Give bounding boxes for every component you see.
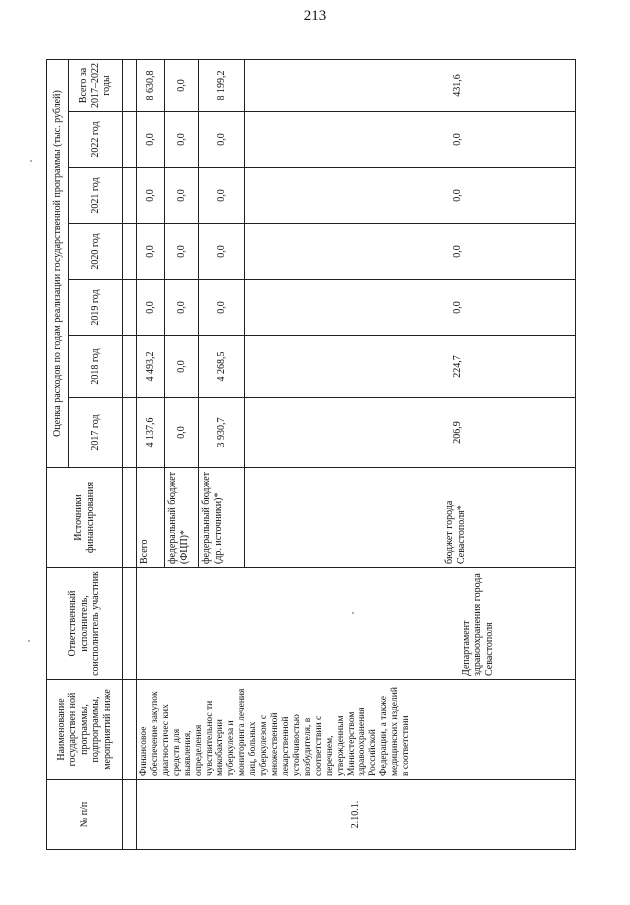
value-cell: 0,0 <box>137 224 165 280</box>
header-year-2021: 2021 год <box>69 168 123 224</box>
header-estimate: Оценка расходов по годам реализации государственной программы (тыс. рублей) <box>47 59 69 467</box>
header-year-2022: 2022 год <box>69 112 123 168</box>
row-name: Финансовое обеспечение закупок диагностичес ких средств для выявления, определения чувствительнос ти микобактерии туберкулеза и мониторинга лечения лиц, больных туберкулезом с множественной лекарственной устойчивостью возбудителя, в соответствии с перечнем, утвержденным Министерством здравоохранения Российской Федерации, а также медицинских изделий в соответствии <box>137 680 576 780</box>
row-responsible: Департамент здравоохранения города Севастополя <box>137 568 576 680</box>
value-cell: 0,0 <box>199 168 245 224</box>
budget-table <box>46 59 576 850</box>
scan-speck <box>30 160 32 162</box>
source-label: федеральный бюджет (др. источники)* <box>199 468 245 568</box>
header-year-2018: 2018 год <box>69 336 123 398</box>
value-cell: 0,0 <box>137 112 165 168</box>
value-cell: 0,0 <box>245 112 576 168</box>
value-cell: 4 268,5 <box>199 336 245 398</box>
value-cell: 0,0 <box>137 280 165 336</box>
value-cell: 0,0 <box>165 280 199 336</box>
value-cell: 0,0 <box>199 280 245 336</box>
value-cell: 0,0 <box>199 112 245 168</box>
header-year-2020: 2020 год <box>69 224 123 280</box>
header-name: Наименование государствен ной программы, подпрограммы, мероприятий ниже <box>47 680 123 780</box>
value-cell: 8 199,2 <box>199 59 245 111</box>
value-cell: 0,0 <box>245 280 576 336</box>
header-total: Всего за 2017–2022 годы <box>69 59 123 111</box>
header-number: № п/п <box>47 780 123 850</box>
value-cell: 0,0 <box>199 224 245 280</box>
header-year-2019: 2019 год <box>69 280 123 336</box>
source-label: федеральный бюджет (ФЦП)* <box>165 468 199 568</box>
value-cell: 0,0 <box>245 224 576 280</box>
value-cell: 3 930,7 <box>199 398 245 468</box>
value-cell: 0,0 <box>165 336 199 398</box>
value-cell: 0,0 <box>165 112 199 168</box>
scan-speck <box>352 612 354 614</box>
header-responsible: Ответственный исполнитель, соисполнитель участник <box>47 568 123 680</box>
value-cell: 0,0 <box>165 224 199 280</box>
source-label: бюджет города Севастополя* <box>245 468 576 568</box>
rotated-table-sheet <box>46 60 576 850</box>
value-cell: 8 630,8 <box>137 59 165 111</box>
value-cell: 0,0 <box>137 168 165 224</box>
value-cell: 431,6 <box>245 59 576 111</box>
source-label: Всего <box>137 468 165 568</box>
header-year-2017: 2017 год <box>69 398 123 468</box>
scan-speck <box>28 640 30 642</box>
value-cell: 224,7 <box>245 336 576 398</box>
value-cell: 206,9 <box>245 398 576 468</box>
value-cell: 4 493,2 <box>137 336 165 398</box>
page-number: 213 <box>303 8 327 24</box>
row-code: 2.10.1. <box>137 780 576 850</box>
value-cell: 0,0 <box>165 398 199 468</box>
header-source: Источники финансирования <box>47 468 123 568</box>
value-cell: 0,0 <box>165 59 199 111</box>
value-cell: 0,0 <box>245 168 576 224</box>
value-cell: 4 137,6 <box>137 398 165 468</box>
value-cell: 0,0 <box>165 168 199 224</box>
